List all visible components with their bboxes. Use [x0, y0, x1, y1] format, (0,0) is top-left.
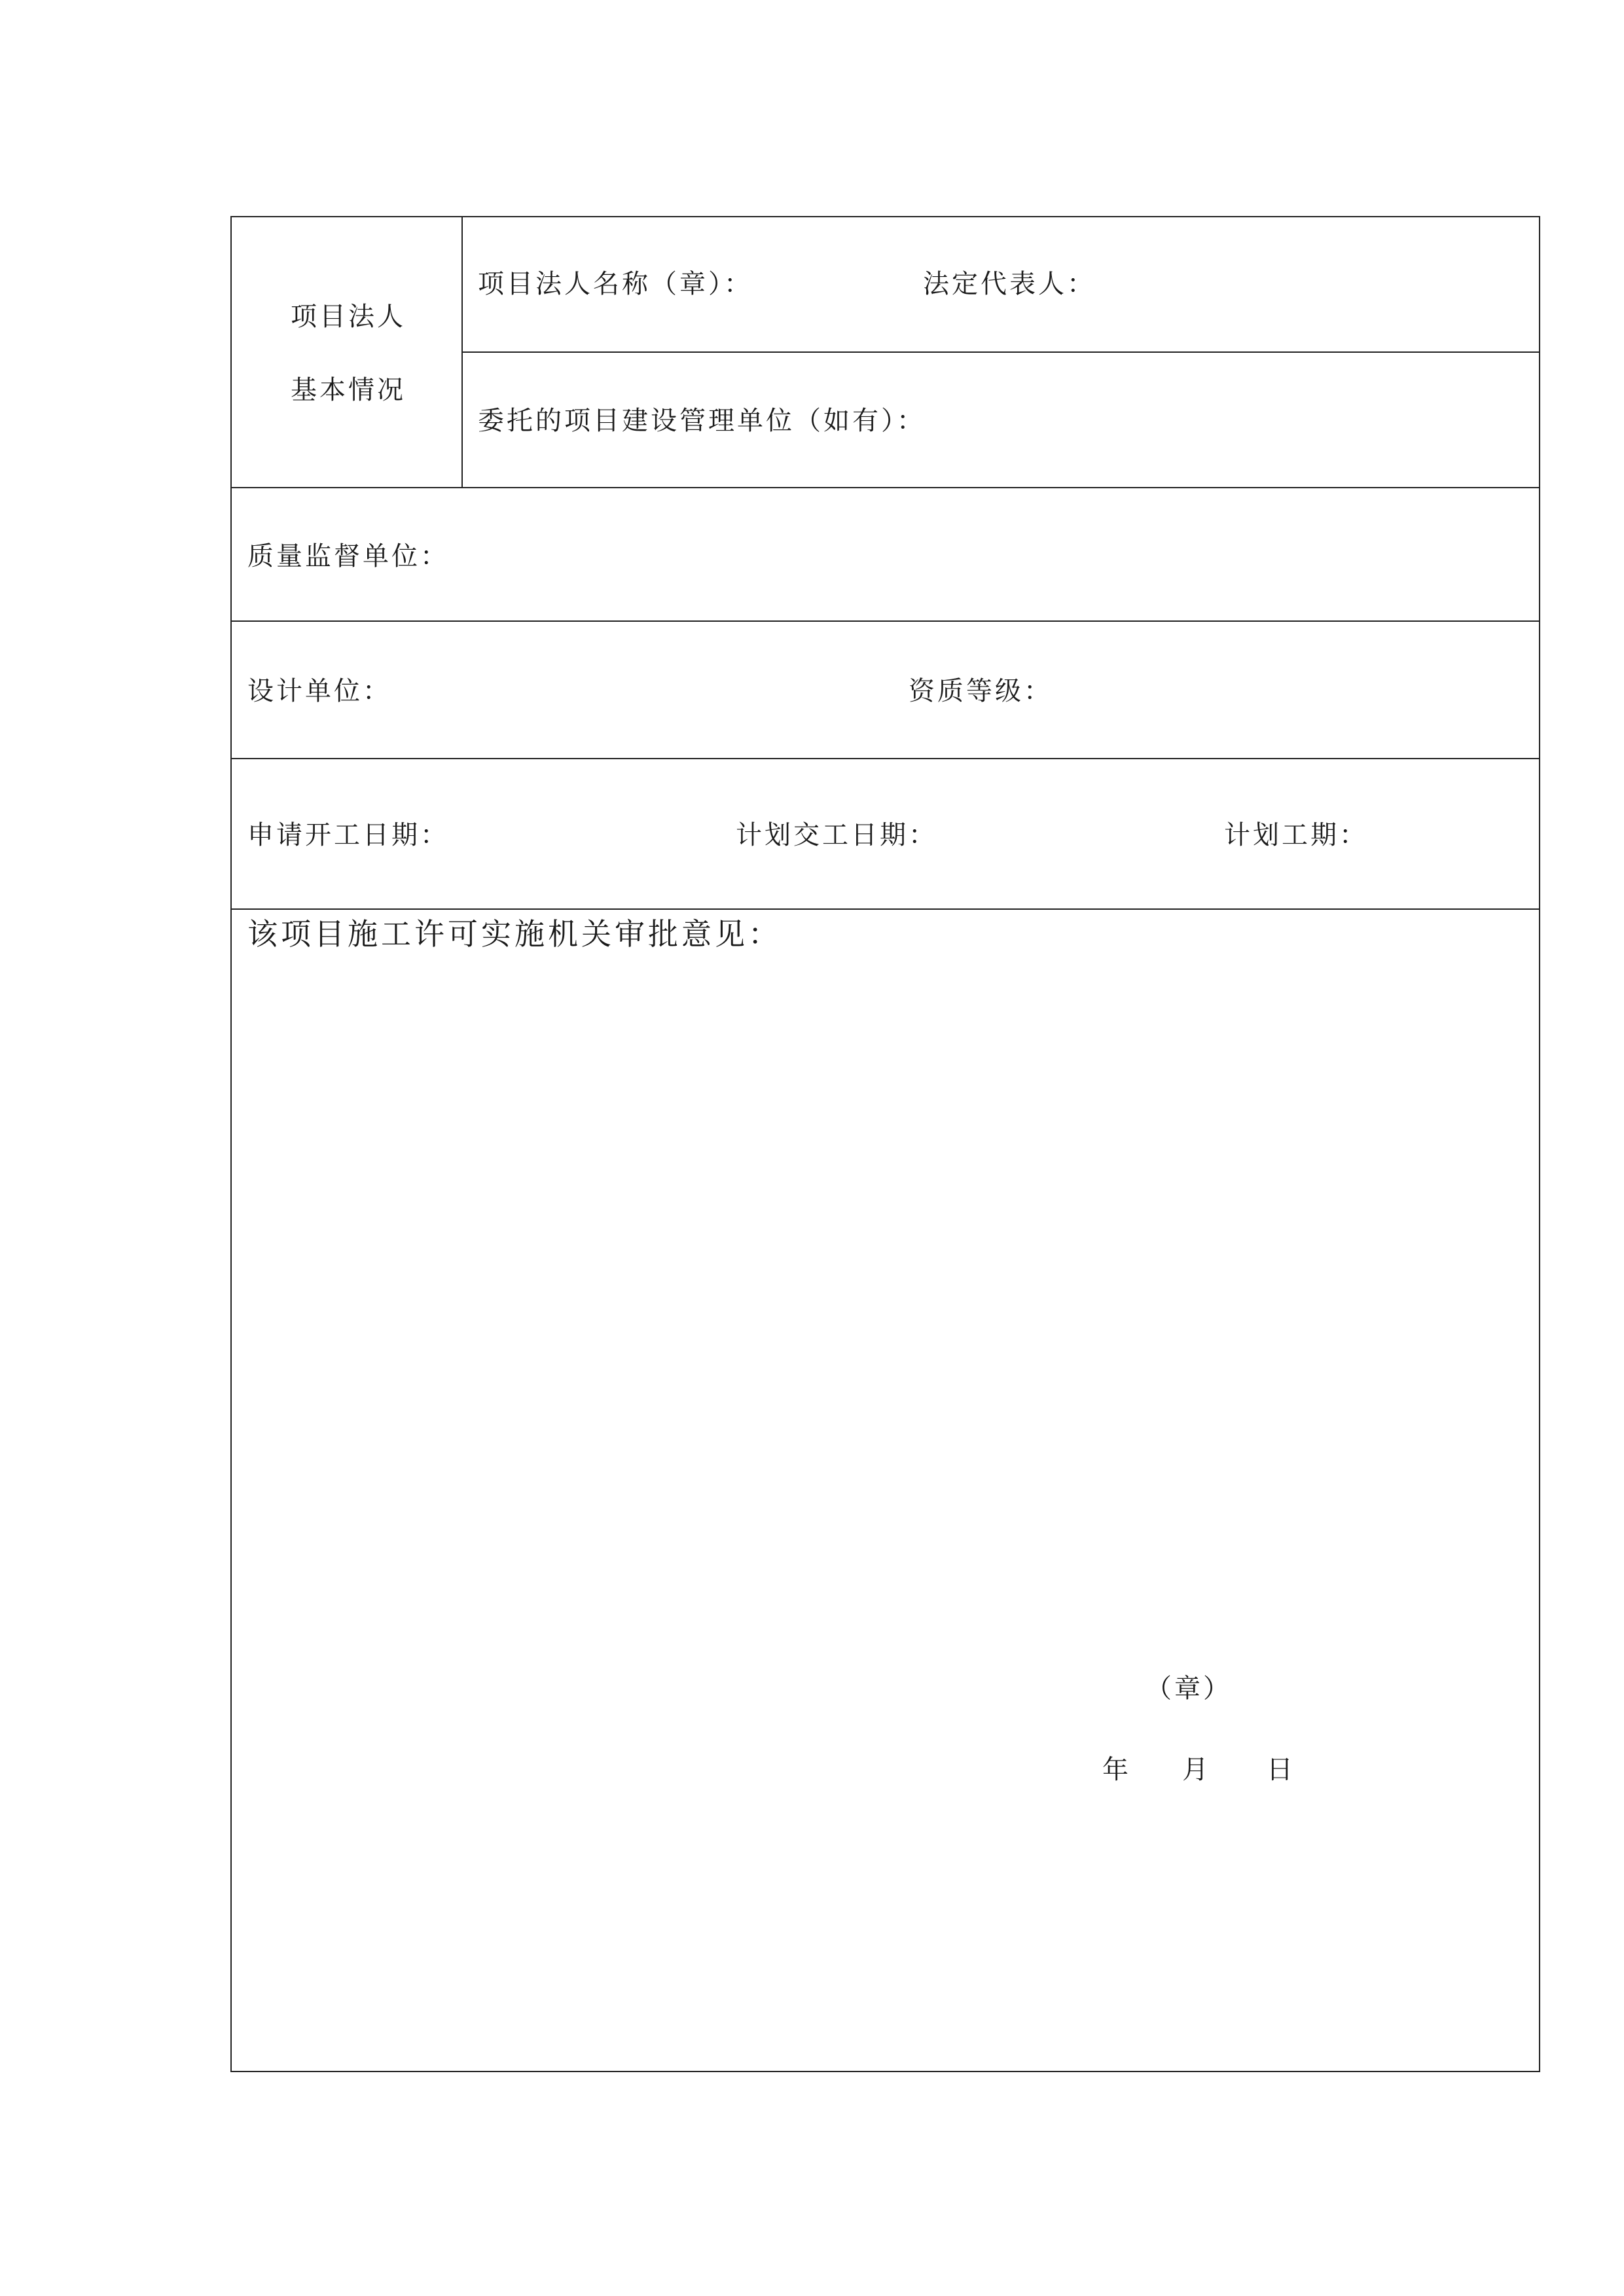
qualification-grade-field[interactable]: 资质等级：: [909, 676, 1053, 706]
legal-representative-field[interactable]: 法定代表人：: [923, 269, 1096, 299]
construction-permit-form-table: [230, 216, 1540, 2072]
design-unit-field[interactable]: 设计单位：: [247, 676, 391, 706]
legal-person-label-line1: 项目法人: [291, 302, 406, 332]
divider-design-row: [230, 620, 1540, 622]
approval-opinion-heading: 该项目施工许可实施机关审批意见：: [247, 916, 782, 952]
planned-duration-field[interactable]: 计划工期：: [1224, 820, 1368, 850]
approval-month-label[interactable]: 月: [1182, 1755, 1211, 1785]
legal-person-name-field[interactable]: 项目法人名称（章）：: [478, 269, 753, 299]
planned-delivery-date-field[interactable]: 计划交工日期：: [736, 820, 937, 850]
divider-approval-row: [230, 908, 1540, 910]
approval-seal-label: （章）: [1146, 1674, 1232, 1704]
quality-supervision-unit-field[interactable]: 质量监督单位：: [247, 541, 449, 571]
legal-person-label-line2: 基本情况: [291, 375, 406, 405]
approval-day-label[interactable]: 日: [1267, 1755, 1295, 1785]
approval-year-label[interactable]: 年: [1102, 1755, 1131, 1785]
divider-legal-person-column: [461, 216, 463, 488]
start-date-field[interactable]: 申请开工日期：: [247, 820, 449, 850]
divider-dates-row: [230, 758, 1540, 759]
divider-quality-row: [230, 487, 1540, 488]
entrusted-management-unit-field[interactable]: 委托的项目建设管理单位（如有）：: [478, 406, 926, 436]
divider-entrusted-row: [462, 351, 1540, 353]
